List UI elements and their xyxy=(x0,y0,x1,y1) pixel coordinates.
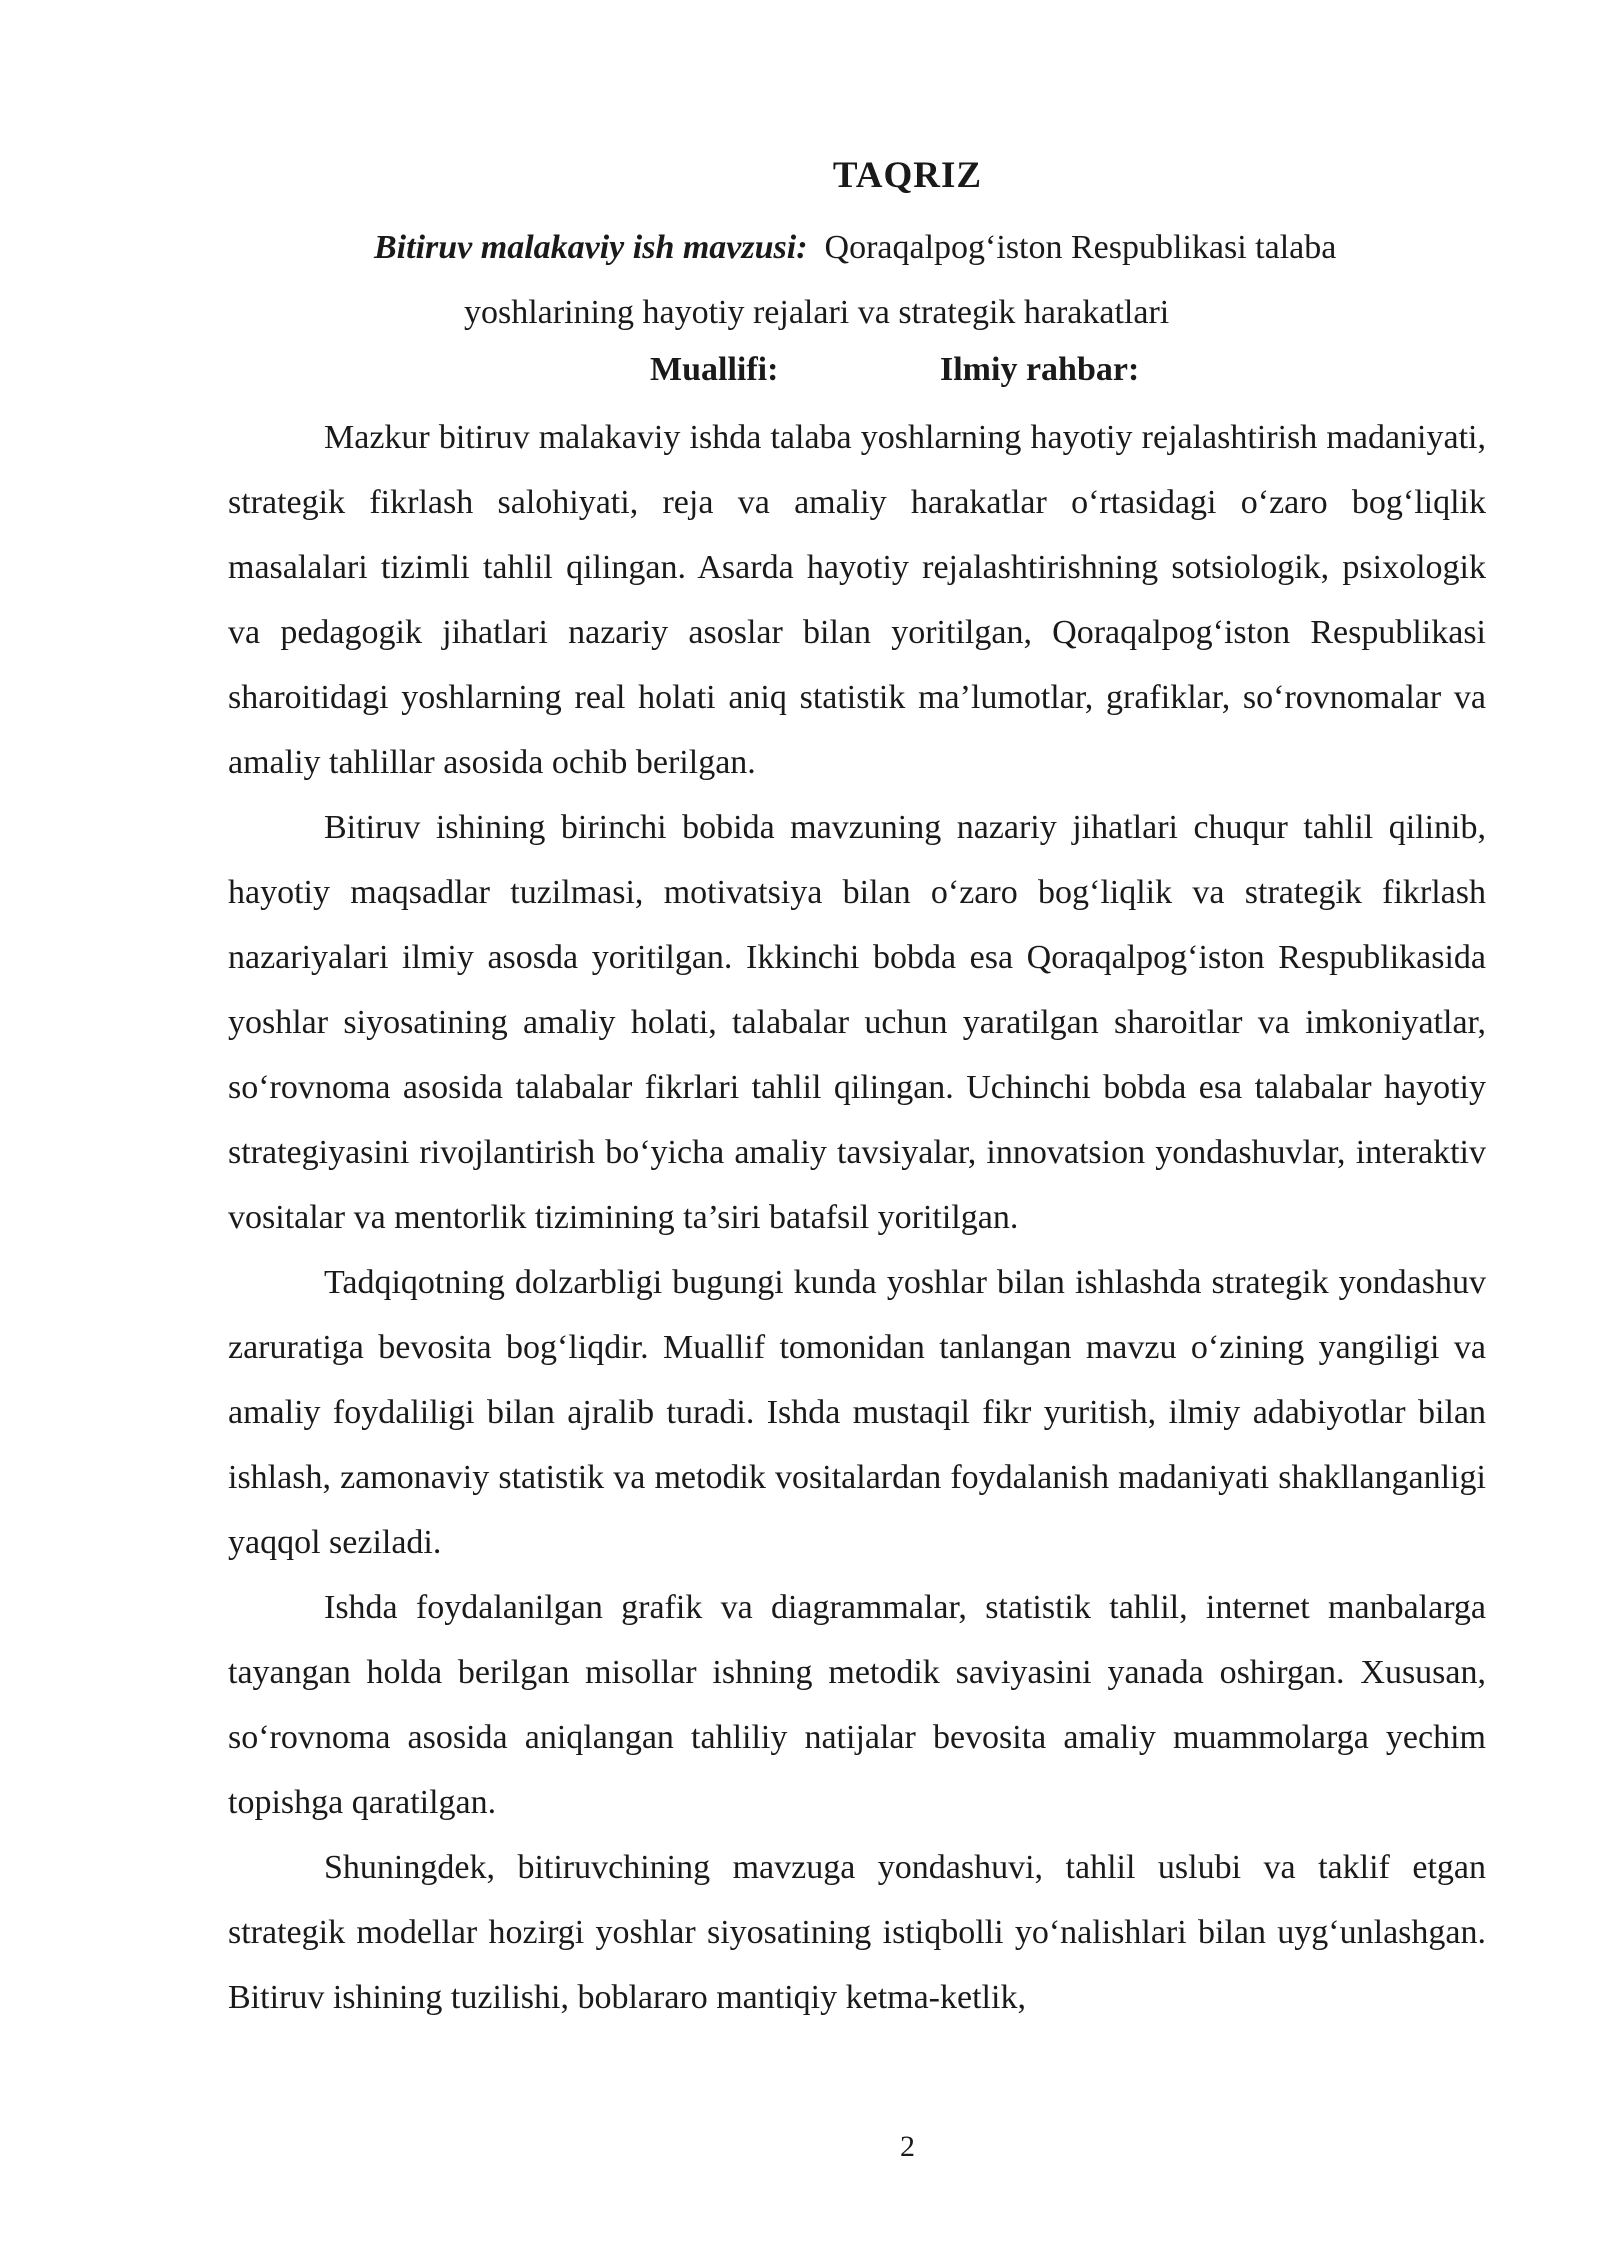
thesis-topic xyxy=(360,215,1560,345)
paragraph: Tadqiqotning dolzarbligi bugungi kunda yoshlar bilan ishlashda strategik yondashuv zaruratiga bevosita bog‘liqdir. Muallif tomonidan tanlangan mavzu o‘zining yangiligi va amaliy foydaliligi bilan ajralib turadi. Ishda mustaqil fikr yuritish, ilmiy adabiyotlar bilan ishlash, zamonaviy statistik va metodik vositalardan foydalanish madaniyati shakllanganligi yaqqol seziladi. xyxy=(228,1264,1486,1561)
paragraph: Bitiruv ishining birinchi bobida mavzuning nazariy jihatlari chuqur tahlil qilinib, hayotiy maqsadlar tuzilmasi, motivatsiya bilan o‘zaro bog‘liqlik va strategik fikrlash nazariyalari ilmiy asosda yoritilgan. Ikkinchi bobda esa Qoraqalpog‘iston Respublikasida yoshlar siyosatining amaliy holati, talabalar uchun yaratilgan sharoitlar va imkoniyatlar, so‘rovnoma asosida talabalar fikrlari tahlil qilingan. Uchinchi bobda esa talabalar hayotiy strategiyasini rivojlantirish bo‘yicha amaliy tavsiyalar, innovatsion yondashuvlar, interaktiv vositalar va mentorlik tizimining ta’siri batafsil yoritilgan. xyxy=(228,809,1486,1236)
thesis-topic-label: Bitiruv malakaviy ish mavzusi: xyxy=(374,229,808,266)
author-label: Muallifi: xyxy=(650,351,779,388)
review-body xyxy=(228,405,1486,2030)
thesis-topic-text-1: Qoraqalpog‘iston Respublikasi talaba xyxy=(824,229,1337,266)
thesis-topic-text-2: yoshlarining hayotiy rejalari va strategik harakatlari xyxy=(464,294,1170,331)
paragraph: Mazkur bitiruv malakaviy ishda talaba yoshlarning hayotiy rejalashtirish madaniyati, strategik fikrlash salohiyati, reja va amaliy harakatlar o‘rtasidagi o‘zaro bog‘liqlik masalalari tizimli tahlil qilingan. Asarda hayotiy rejalashtirishning sotsiologik, psixologik va pedagogik jihatlari nazariy asoslar bilan yoritilgan, Qoraqalpog‘iston Respublikasi sharoitidagi yoshlarning real holati aniq statistik ma’lumotlar, grafiklar, so‘rovnomalar va amaliy tahlillar asosida ochib berilgan. xyxy=(228,419,1486,781)
paragraph: Shuningdek, bitiruvchining mavzuga yondashuvi, tahlil uslubi va taklif etgan strategik modellar hozirgi yoshlar siyosatining istiqbolli yo‘nalishlari bilan uyg‘unlashgan. Bitiruv ishining tuzilishi, boblararo mantiqiy ketma-ketlik, xyxy=(228,1849,1486,2016)
supervisor-label: Ilmiy rahbar: xyxy=(940,351,1140,388)
page-number: 2 xyxy=(900,2130,915,2163)
paragraph: Ishda foydalanilgan grafik va diagrammalar, statistik tahlil, internet manbalarga tayangan holda berilgan misollar ishning metodik saviyasini yanada oshirgan. Xususan, so‘rovnoma asosida aniqlangan tahliliy natijalar bevosita amaliy muammolarga yechim topishga qaratilgan. xyxy=(228,1589,1486,1821)
document-title: TAQRIZ xyxy=(832,155,983,196)
thesis-topic-line-1 xyxy=(360,215,1560,280)
roles-line xyxy=(650,344,1350,396)
